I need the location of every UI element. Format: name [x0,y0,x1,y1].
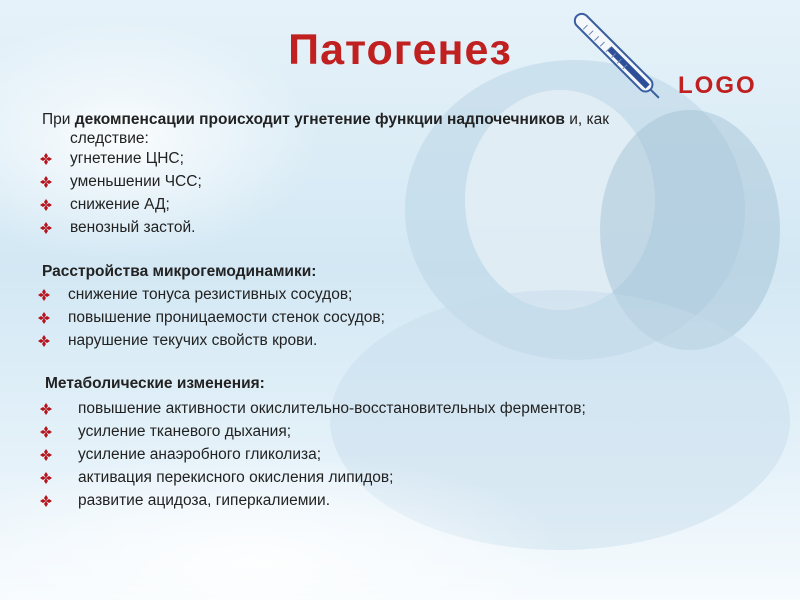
diamond-bullet-icon [38,335,50,347]
intro-prefix: При [42,111,75,128]
diamond-bullet-icon [38,312,50,324]
slide-content: При декомпенсации происходит угнетение функции надпочечников и, как следствие: угнетение ЦНС; уменьшении ЧСС; снижение АД; венозный застой. Расстройства микрогемодинамики: снижение тонуса резистивных сосудов; повышение проницаемости стенок сосудов; нарушение текучих свойств крови. Метаболические изменения: повышение активности окислительно-восстановительных ферментов; усиление тканевого дыхания; усиление анаэробного гликолиза; активация перекисного окисления липидов; развитие ацидоза, гиперкалиемии. [0,0,800,600]
logo: LOGO [678,72,757,99]
intro-suffix: и, как [564,111,610,128]
diamond-bullet-icon [40,176,52,188]
diamond-bullet-icon [40,449,52,461]
diamond-bullet-icon [40,199,52,211]
intro-strong-text: декомпенсации происходит угнетение функции надпочечников [74,111,565,128]
microhemodynamics-heading: Расстройства микрогемодинамики: [42,263,317,280]
slide-title: Патогенез [288,26,512,74]
diamond-bullet-icon [40,472,52,484]
metabolic-heading: Метаболические изменения: [45,375,265,392]
diamond-bullet-icon [40,495,52,507]
diamond-bullet-icon [40,403,52,415]
diamond-bullet-icon [40,222,52,234]
diamond-bullet-icon [38,289,50,301]
intro-line [42,110,762,129]
intro-continuation: следствие: [70,130,149,147]
intro-paragraph [42,110,762,148]
diamond-bullet-icon [40,153,52,165]
diamond-bullet-icon [40,426,52,438]
